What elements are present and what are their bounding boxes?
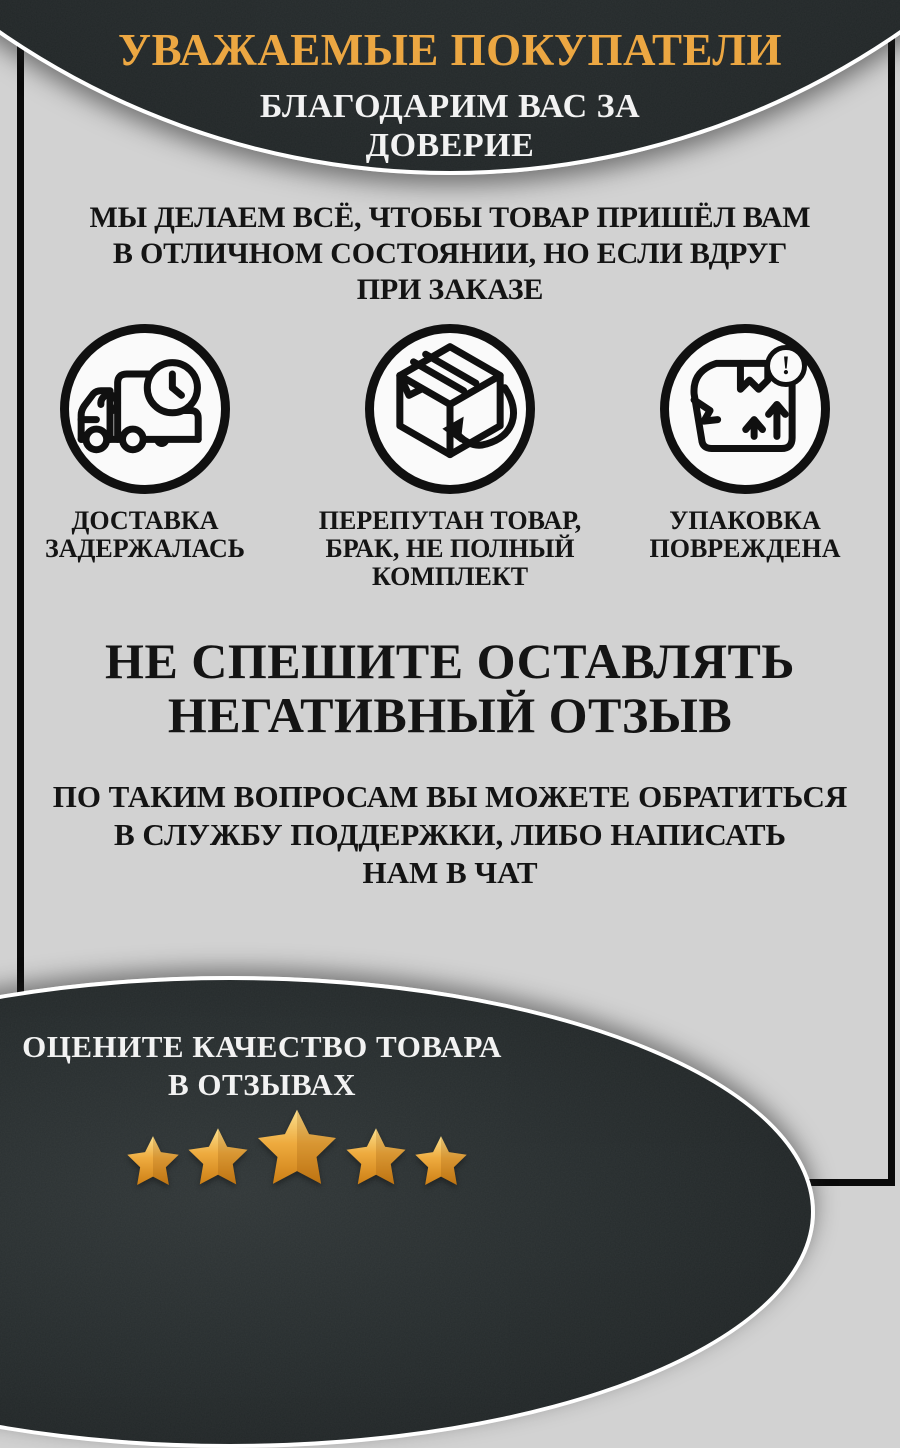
intro-line: МЫ ДЕЛАЕМ ВСЁ, ЧТОБЫ ТОВАР ПРИШЁЛ ВАМ [89, 201, 811, 234]
footer-cta-line: В ОТЗЫВАХ [167, 1067, 357, 1102]
warning-body [0, 778, 900, 892]
header [0, 26, 900, 165]
warning-body-line: ПО ТАКИМ ВОПРОСАМ ВЫ МОЖЕТЕ ОБРАТИТЬСЯ [52, 779, 848, 814]
rating-star-icon [256, 1108, 338, 1186]
rating-star-icon [126, 1135, 180, 1186]
warning-headline-line: НЕГАТИВНЫЙ ОТЗЫВ [167, 687, 733, 743]
header-subtitle-line: БЛАГОДАРИМ ВАС ЗА [259, 87, 641, 125]
issue-damaged-packaging [605, 324, 885, 563]
issue-label: ПЕРЕПУТАН ТОВАР, БРАК, НЕ ПОЛНЫЙ КОМПЛЕКТ [318, 506, 582, 591]
header-subtitle [0, 87, 900, 165]
rating-stars [117, 1096, 477, 1186]
issue-wrong-item [310, 324, 590, 591]
intro-line: ПРИ ЗАКАЗЕ [356, 273, 544, 306]
issue-delivery-delayed [5, 324, 285, 563]
warning-body-line: НАМ В ЧАТ [362, 855, 538, 890]
rating-star-icon [345, 1127, 407, 1186]
rating-star-icon [414, 1135, 468, 1186]
intro-text [0, 200, 900, 308]
damaged-package-icon [660, 324, 830, 494]
footer-cta [0, 1028, 524, 1104]
rating-star-icon [187, 1127, 249, 1186]
page-title: УВАЖАЕМЫЕ ПОКУПАТЕЛИ [118, 25, 782, 75]
warning-headline-line: НЕ СПЕШИТЕ ОСТАВЛЯТЬ [105, 633, 795, 689]
warning-body-line: В СЛУЖБУ ПОДДЕРЖКИ, ЛИБО НАПИСАТЬ [113, 817, 787, 852]
exclamation-badge-icon: ! [765, 345, 807, 387]
footer-cta-line: ОЦЕНИТЕ КАЧЕСТВО ТОВАРА [22, 1029, 502, 1064]
delivery-truck-clock-icon [60, 324, 230, 494]
header-subtitle-line: ДОВЕРИЕ [365, 126, 535, 164]
box-return-arrow-icon [365, 324, 535, 494]
intro-line: В ОТЛИЧНОМ СОСТОЯНИИ, НО ЕСЛИ ВДРУГ [112, 237, 788, 270]
issue-label: УПАКОВКА ПОВРЕЖДЕНА [649, 506, 841, 563]
warning-headline [0, 634, 900, 742]
issue-label: ДОСТАВКА ЗАДЕРЖАЛАСЬ [44, 506, 245, 563]
